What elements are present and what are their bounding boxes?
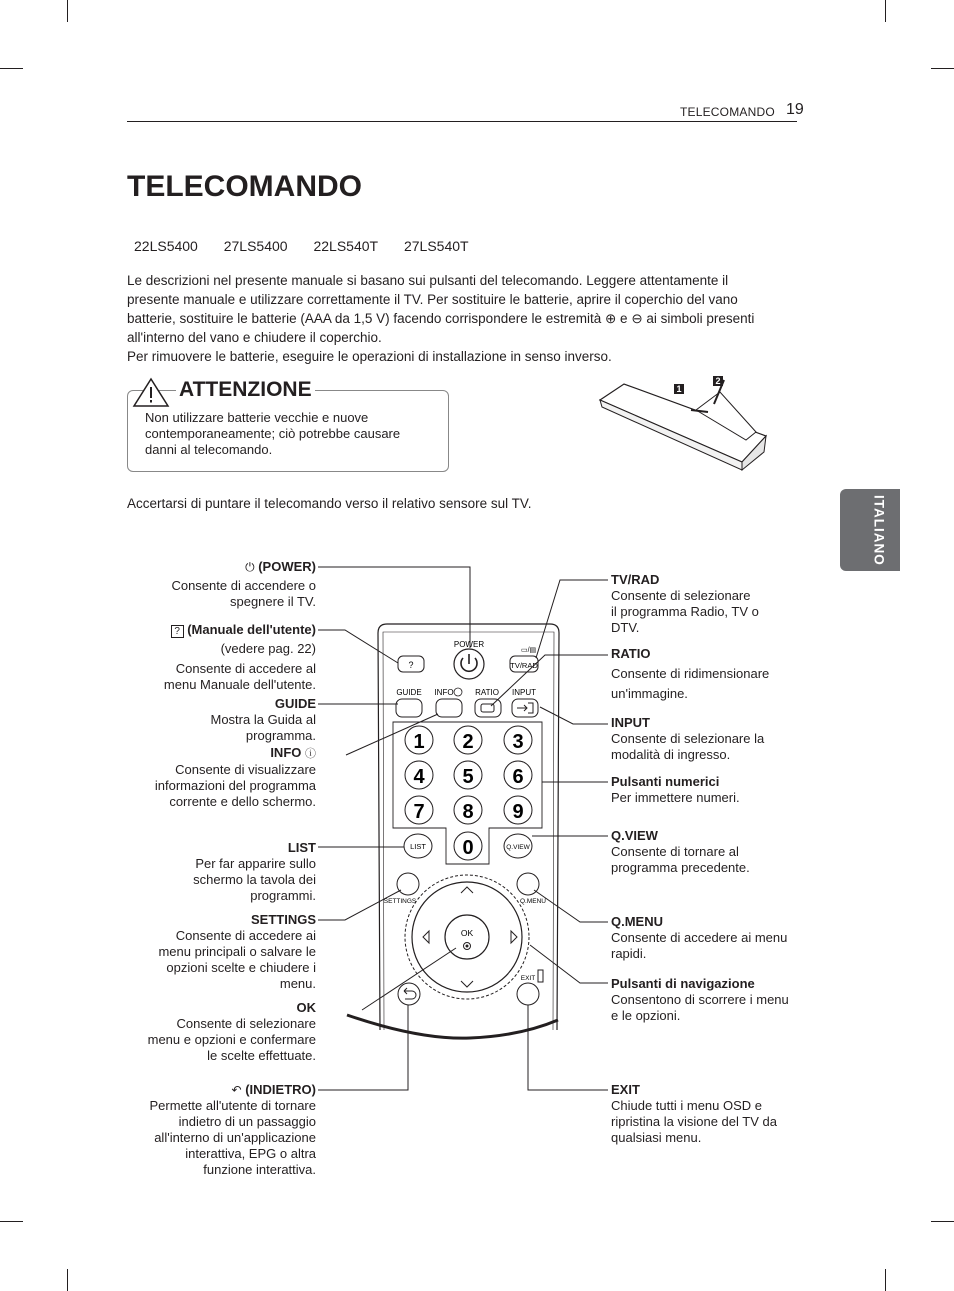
label-line: Consente di tornare al <box>611 844 739 859</box>
help-icon: ? <box>408 660 414 670</box>
model-name: 22LS5400 <box>134 238 198 254</box>
digit-label: 5 <box>462 766 474 788</box>
label-line: Consente di selezionare la <box>611 731 765 746</box>
pointing-note: Accertarsi di puntare il telecomando verso il relativo sensore sul TV. <box>127 496 532 511</box>
caution-line: contemporaneamente; ciò potrebbe causare <box>145 426 401 441</box>
model-name: 22LS540T <box>313 238 379 254</box>
label-line: Permette all'utente di tornare <box>149 1098 316 1113</box>
label-line: Per far apparire sullo <box>195 856 316 871</box>
label-line: Per immettere numeri. <box>611 790 740 805</box>
digit-label: 3 <box>512 731 524 753</box>
caution-line: Non utilizzare batterie vecchie e nuove <box>145 410 369 425</box>
help-icon: ? <box>171 625 184 638</box>
label-title: (Manuale dell'utente) <box>187 622 316 637</box>
label-back <box>96 1082 316 1178</box>
ratio-label: RATIO <box>475 688 499 697</box>
label-power <box>96 559 316 610</box>
label-line: Mostra la Guida al <box>210 712 316 727</box>
label-tvrad <box>611 572 821 636</box>
guide-button[interactable] <box>396 699 422 717</box>
label-input <box>611 715 821 763</box>
settings-label: SETTINGS <box>383 898 417 905</box>
language-tab-label: ITALIANO <box>871 494 887 566</box>
label-line: menu. <box>279 976 316 991</box>
ok-label: OK <box>460 928 474 938</box>
label-title: TV/RAD <box>611 572 660 587</box>
caution-line: danni al telecomando. <box>145 442 273 457</box>
info-icon: ⓘ <box>305 748 316 760</box>
label-guide <box>96 696 316 744</box>
label-line: programma precedente. <box>611 860 750 875</box>
intro-line: Le descrizioni nel presente manuale si basano sui pulsanti del telecomando. Leggere attentamente il <box>127 273 729 288</box>
digit-label: 4 <box>413 766 425 788</box>
label-line: Consente di selezionare <box>611 588 751 603</box>
label-line: menu Manuale dell'utente. <box>163 677 316 692</box>
label-line: e le opzioni. <box>611 1008 681 1023</box>
qview-label: Q.VIEW <box>506 844 530 851</box>
label-title: Pulsanti di navigazione <box>611 976 755 991</box>
label-manual <box>96 622 316 693</box>
label-line: Chiude tutti i menu OSD e <box>611 1098 763 1113</box>
label-exit <box>611 1082 821 1146</box>
label-line: un'immagine. <box>611 686 688 701</box>
list-label: LIST <box>410 842 426 851</box>
label-ratio <box>611 646 821 702</box>
page-number: 19 <box>786 101 804 118</box>
label-line: Consente di accedere ai <box>175 928 316 943</box>
info-label: INFO <box>434 688 454 697</box>
digit-label: 2 <box>462 731 474 753</box>
page-title: TELECOMANDO <box>127 170 362 203</box>
label-line: Consente di ridimensionare <box>611 666 770 681</box>
label-line: programma. <box>245 728 316 743</box>
label-line: interattiva, EPG o altra <box>185 1146 316 1161</box>
label-qview <box>611 828 821 876</box>
label-title: SETTINGS <box>250 912 316 927</box>
step-number: 1 <box>676 384 682 394</box>
label-title: EXIT <box>611 1082 640 1097</box>
label-qmenu <box>611 914 821 962</box>
label-line: corrente e dello schermo. <box>169 794 316 809</box>
exit-icon <box>538 970 543 982</box>
label-line: programmi. <box>250 888 316 903</box>
exit-button[interactable] <box>517 983 539 1005</box>
guide-label: GUIDE <box>396 688 422 697</box>
label-line: Consente di visualizzare <box>175 762 316 777</box>
digit-label: 6 <box>512 766 524 788</box>
label-settings <box>96 912 316 992</box>
label-line: ripristina la visione del TV da <box>611 1114 777 1129</box>
label-line: (vedere pag. 22) <box>220 641 316 656</box>
intro-line: all'interno del vano e chiudere il coperchio. <box>127 330 382 345</box>
label-title: (INDIETRO) <box>245 1082 316 1097</box>
label-title: Q.MENU <box>611 914 663 929</box>
back-arrow-icon: ↶ <box>231 1083 242 1097</box>
input-label: INPUT <box>512 688 536 697</box>
intro-line: Per rimuovere le batterie, eseguire le operazioni di installazione in senso inverso. <box>127 349 612 364</box>
power-label: POWER <box>453 640 485 649</box>
label-line: modalità di ingresso. <box>611 747 731 762</box>
settings-button[interactable] <box>397 873 419 895</box>
label-line: il programma Radio, TV o <box>611 604 759 619</box>
ratio-button[interactable] <box>475 699 501 717</box>
digit-label: 0 <box>462 837 474 859</box>
info-button[interactable] <box>436 699 462 717</box>
digit-label: 1 <box>413 731 425 753</box>
model-name: 27LS540T <box>403 238 469 254</box>
step-number: 2 <box>715 376 721 386</box>
digit-label: 9 <box>512 801 524 823</box>
label-title: OK <box>296 1000 316 1015</box>
back-button[interactable] <box>398 983 420 1005</box>
label-line: funzione interattiva. <box>203 1162 316 1177</box>
label-title: INFO <box>270 745 302 760</box>
label-line: Consente di selezionare <box>176 1016 316 1031</box>
label-title: (POWER) <box>258 559 316 574</box>
label-line: Consente di accedere ai menu <box>611 930 788 945</box>
label-line: all'interno di un'applicazione <box>154 1130 316 1145</box>
tvrad-icon: ▭/▤ <box>521 647 537 654</box>
label-line: Consentono di scorrere i menu <box>611 992 789 1007</box>
label-navigation <box>611 976 821 1024</box>
label-line: Consente di accendere o <box>171 578 316 593</box>
label-line: indietro di un passaggio <box>178 1114 316 1129</box>
label-title: INPUT <box>611 715 650 730</box>
intro-line: presente manuale e utilizzare correttamente il TV. Per sostituire le batterie, aprire il coperchio del vano <box>127 292 738 307</box>
tvrad-label: TV/RAD <box>510 661 538 670</box>
info-icon <box>454 688 462 696</box>
label-line: DTV. <box>611 620 640 635</box>
label-title: Q.VIEW <box>611 828 658 843</box>
label-line: qualsiasi menu. <box>611 1130 702 1145</box>
caution-heading: ATTENZIONE <box>176 378 315 402</box>
running-header: TELECOMANDO <box>680 105 775 119</box>
label-line: informazioni del programma <box>154 778 316 793</box>
label-ok <box>96 1000 316 1064</box>
label-title: GUIDE <box>274 696 316 711</box>
label-numeric <box>611 774 821 806</box>
qmenu-label: Q.MENU <box>520 898 546 905</box>
intro-line: batterie, sostituire le batterie (AAA da 1,5 V) facendo corrispondere le estremità ⊕ e ⊖ ai simboli presenti <box>127 311 755 326</box>
label-line: le scelte effettuate. <box>207 1048 316 1063</box>
label-title: RATIO <box>611 646 651 661</box>
label-line: spegnere il TV. <box>229 594 316 609</box>
label-line: schermo la tavola dei <box>193 872 316 887</box>
digit-label: 8 <box>462 801 474 823</box>
label-list <box>96 840 316 904</box>
label-line: menu principali o salvare le <box>158 944 316 959</box>
label-title: LIST <box>287 840 316 855</box>
label-line: rapidi. <box>611 946 647 961</box>
model-name: 27LS5400 <box>223 238 288 254</box>
label-title: Pulsanti numerici <box>611 774 720 789</box>
label-line: Consente di accedere al <box>175 661 316 676</box>
label-line: opzioni scelte e chiudere i <box>166 960 316 975</box>
exit-label: EXIT <box>520 975 536 982</box>
power-icon: ⏻ <box>245 560 255 574</box>
label-line: menu e opzioni e confermare <box>147 1032 316 1047</box>
digit-label: 7 <box>413 801 425 823</box>
label-info <box>96 745 316 810</box>
